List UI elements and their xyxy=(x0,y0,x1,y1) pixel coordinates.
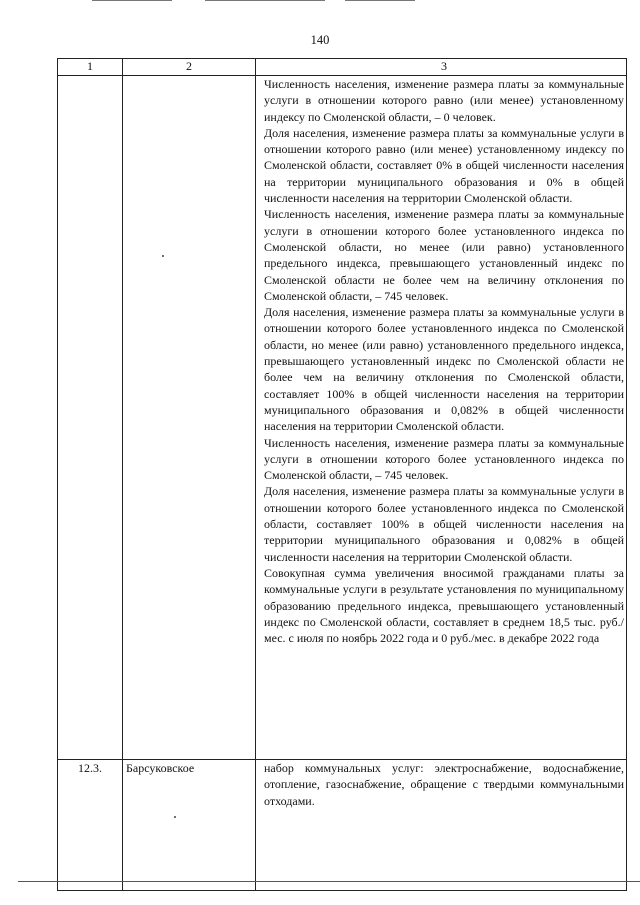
table-row xyxy=(58,76,627,760)
description-cell xyxy=(256,76,627,760)
header-col-2: 2 xyxy=(123,59,256,76)
paragraph: Совокупная сумма увеличения вносимой гражданами платы за коммунальные услуги в результате установления по муниципальному образованию предельного индекса, превышающего установленный индекс по Смоленской области, составляет в среднем 18,5 тыс. руб./мес. с июля по ноябрь 2022 года и 0 руб./мес. в декабре 2022 года xyxy=(264,565,624,646)
top-edge-rule xyxy=(205,0,325,1)
table-header-row xyxy=(58,59,627,76)
paragraph: Доля населения, изменение размера платы за коммунальные услуги в отношении которого более установленного индекса по Смоленской области, но менее (или равно) установленного предельного индекса, превышающего установленный индекс по Смоленской области не более чем на величину отклонения по Смоленской области, составляет 100% в общей численности населения на территории муниципального образования и 0,082% в общей численности населения на территории Смоленской области. xyxy=(264,305,624,434)
scan-speck xyxy=(162,255,164,257)
paragraph: Численность населения, изменение размера платы за коммунальные услуги в отношении которого равно (или менее) установленному индексу по Смоленской области, – 0 человек. xyxy=(264,77,624,124)
top-edge-rule xyxy=(92,0,172,1)
row-number-cell: 12.3. xyxy=(58,760,123,891)
page-number: 140 xyxy=(310,33,330,47)
description-cell xyxy=(256,760,627,891)
paragraph: Численность населения, изменение размера платы за коммунальные услуги в отношении которого более установленного индекса по Смоленской области, но менее (или равно) установленного предельного индекса, превышающего установленный индекс по Смоленской области не более чем на величину отклонения по Смоленской области, – 745 человек. xyxy=(264,207,624,303)
top-edge-rule xyxy=(345,0,415,1)
paragraph: набор коммунальных услуг: электроснабжение, водоснабжение, отопление, газоснабжение, обращение с твердыми коммунальными отходами. xyxy=(264,761,624,808)
municipality-cell xyxy=(123,76,256,760)
bottom-edge-rule xyxy=(18,881,640,882)
row-number-cell xyxy=(58,76,123,760)
paragraph: Доля населения, изменение размера платы за коммунальные услуги в отношении которого более установленного индекса по Смоленской области, составляет 100% в общей численности населения на территории муниципального образования и 0,082% в общей численности населения на территории Смоленской области. xyxy=(264,484,624,564)
paragraph: Доля населения, изменение размера платы за коммунальные услуги в отношении которого равно (или менее) установленному индексу по Смоленской области, составляет 0% в общей численности населения на территории муниципального образования и 0% в общей численности населения на территории Смоленской области. xyxy=(264,125,624,206)
header-col-3: 3 xyxy=(256,59,627,76)
document-table xyxy=(57,58,627,891)
scan-speck xyxy=(174,816,176,818)
paragraph: Численность населения, изменение размера платы за коммунальные услуги в отношении которого более установленного индекса по Смоленской области, – 745 человек. xyxy=(264,435,624,483)
header-col-1: 1 xyxy=(58,59,123,76)
municipality-cell: Барсуковское xyxy=(123,760,256,891)
table-row xyxy=(58,760,627,891)
